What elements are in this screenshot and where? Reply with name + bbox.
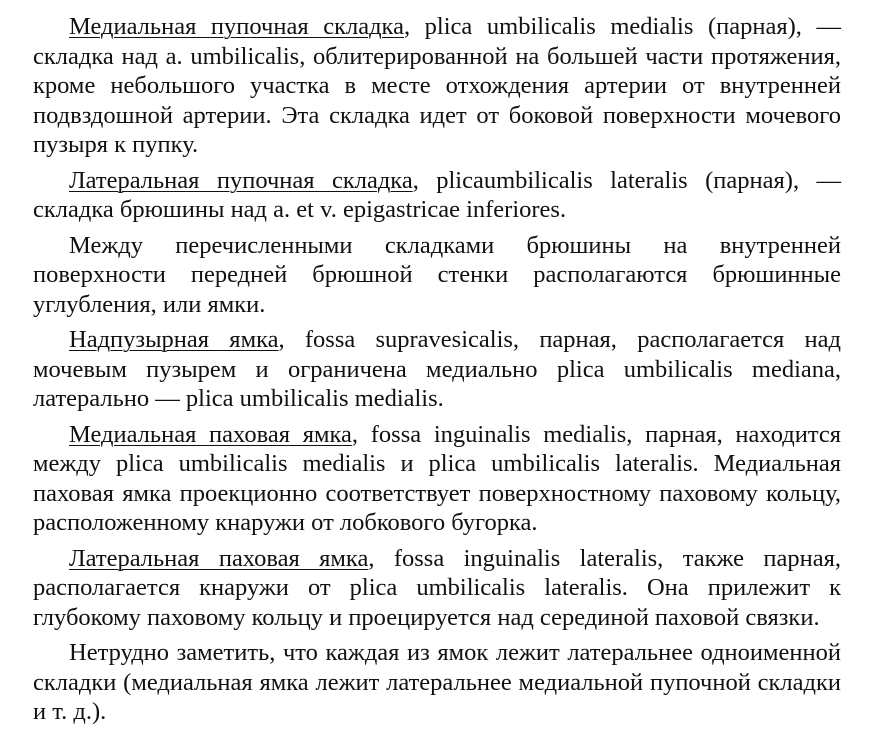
paragraph-conclusion [33,638,841,727]
paragraph-text: , fossa inguinalis medialis, парная, находится между plica umbilicalis medialis и plica umbilicalis lateralis. Медиальная паховая ямка проекционно соответствует поверхностному паховому кольцу, расположенному кнаружи от лобкового бугорка. [33,420,841,536]
document-page [33,12,841,733]
paragraph-medial-umbilical-fold [33,12,841,160]
paragraph-supravesical-fossa [33,325,841,414]
term-supravesical-fossa: Надпузырная ямка [69,326,279,353]
paragraph-lateral-umbilical-fold [33,166,841,225]
paragraph-text: , fossa inguinalis lateralis, также парная, располагается кнаружи от plica umbilicalis lateralis. Она прилежит к глубокому паховому кольцу и проецируется над серединой паховой связки. [33,544,841,631]
paragraph-text: , plicaumbilicalis lateralis (парная), — складка брюшины над a. et v. epigastricae inferiores. [33,166,841,223]
paragraph-lateral-inguinal-fossa [33,544,841,633]
paragraph-text: Нетрудно заметить, что каждая из ямок лежит латеральнее одноименной складки (медиальная ямка лежит латеральнее медиальной пупочной складки и т. д.). [33,639,841,725]
paragraph-medial-inguinal-fossa [33,420,841,538]
term-lateral-inguinal-fossa: Латеральная паховая ямка [69,544,369,572]
term-medial-inguinal-fossa: Медиальная паховая ямка [69,420,352,448]
term-medial-umbilical-fold: Медиальная пупочная складка [69,13,404,40]
paragraph-text: Между перечисленными складками брюшины на внутренней поверхности передней брюшной стенки располагаются брюшинные углубления, или ямки. [33,231,841,318]
paragraph-peritoneal-fossae-intro [33,231,841,320]
paragraph-text: , fossa supravesicalis, парная, располагается над мочевым пузырем и ограничена медиально plica umbilicalis mediana, латерально — plica umbilicalis medialis. [33,326,841,412]
term-lateral-umbilical-fold: Латеральная пупочная складка [69,166,413,194]
paragraph-text: , plica umbilicalis medialis (парная), — складка над a. umbilicalis, облитерированной на большей части протяжения, кроме небольшого участка в месте отхождения артерии от внутренней подвздошной артерии. Эта складка идет от боковой поверхности мочевого пузыря к пупку. [33,13,841,158]
